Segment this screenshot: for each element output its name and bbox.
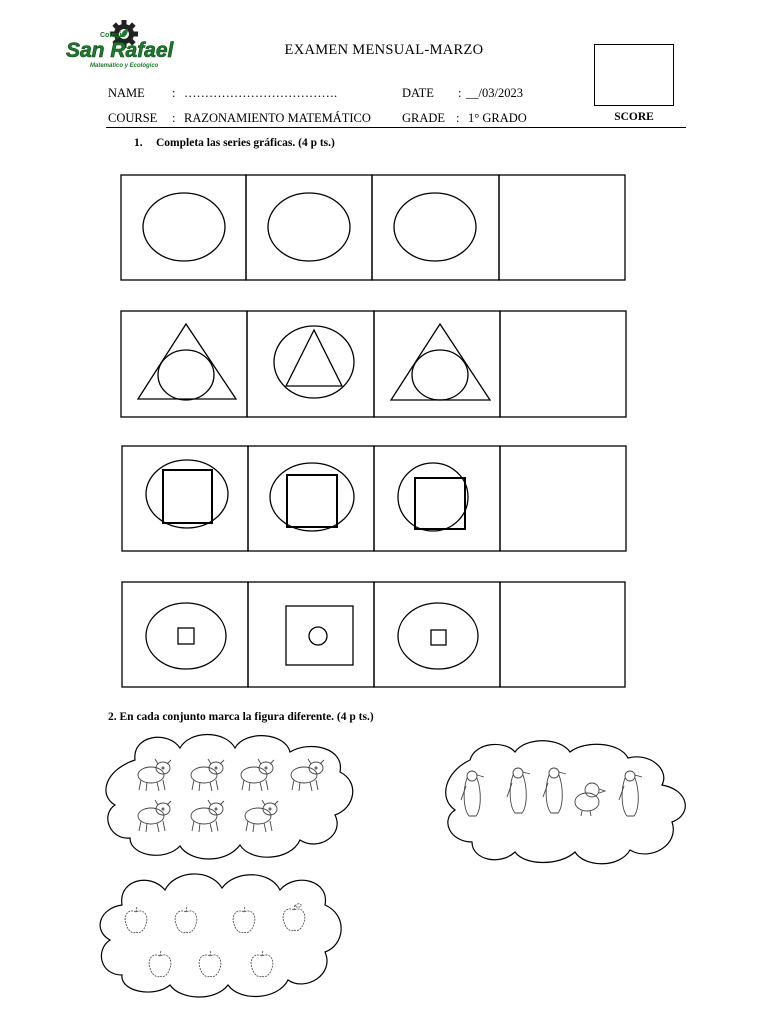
series-cell (246, 175, 372, 280)
score-label: SCORE (614, 111, 654, 123)
series-row-2 (121, 311, 626, 417)
set-cloud-penguins (446, 741, 686, 864)
ellipse-shape (158, 350, 214, 400)
square-shape (431, 630, 446, 645)
triangle-shape (138, 324, 236, 399)
series-cell (372, 175, 499, 280)
question1-text: Completa las series gráficas. (4 p ts.) (156, 137, 335, 149)
ellipse-shape (412, 350, 468, 400)
cloud-shape (100, 874, 341, 997)
ellipse-shape (274, 326, 354, 398)
date-separator: : (458, 86, 462, 100)
ellipse-shape (394, 193, 476, 261)
series-cell (374, 582, 500, 687)
answer-cell[interactable] (500, 582, 625, 687)
series-row-4 (122, 582, 625, 687)
name-field[interactable]: ………………………………. (184, 86, 338, 100)
series-row-3 (122, 446, 626, 551)
series-row-1 (121, 175, 625, 280)
cloud-shape (446, 741, 686, 864)
cloud-shape (106, 735, 353, 860)
course-separator: : (172, 111, 176, 125)
logo-school-name: San Rafael (66, 39, 174, 62)
square-shape (178, 628, 194, 644)
question1-number: 1. (134, 137, 143, 149)
date-field[interactable]: __/03/2023 (466, 86, 523, 100)
set-cloud-apples (100, 874, 341, 997)
set-cloud-dogs (106, 735, 353, 860)
ellipse-shape (143, 193, 225, 261)
square-shape (287, 475, 337, 527)
series-cell (122, 582, 248, 687)
grade-label: GRADE (402, 111, 446, 125)
logo-small-label: Colegio (100, 32, 126, 39)
answer-cell[interactable] (500, 446, 626, 551)
triangle-shape (391, 324, 490, 400)
name-separator: : (172, 86, 176, 100)
ellipse-shape (398, 603, 478, 669)
question2-text: 2. En cada conjunto marca la figura diferente. (4 p ts.) (108, 711, 374, 723)
triangle-shape (286, 330, 342, 386)
square-shape (286, 606, 353, 665)
date-label: DATE (402, 86, 434, 100)
grade-separator: : (456, 111, 460, 125)
answer-cell[interactable] (499, 175, 625, 280)
ellipse-shape (270, 463, 354, 531)
series-cell (247, 311, 374, 417)
series-cell (248, 446, 374, 551)
series-cell (122, 446, 248, 551)
name-label: NAME (108, 86, 145, 100)
series-cell (374, 446, 500, 551)
logo-tagline: Matemático y Ecológico (90, 63, 159, 69)
exam-title: EXAMEN MENSUAL-MARZO (284, 42, 484, 58)
circle-shape (309, 627, 327, 645)
square-shape (163, 470, 212, 523)
ellipse-shape (146, 603, 226, 669)
course-value: RAZONAMIENTO MATEMÁTICO (184, 111, 371, 125)
grade-value: 1° GRADO (468, 111, 527, 125)
course-label: COURSE (108, 111, 158, 125)
series-cell (374, 311, 500, 417)
answer-cell[interactable] (500, 311, 626, 417)
series-cell (121, 175, 246, 280)
ellipse-shape (398, 463, 468, 531)
ellipse-shape (268, 193, 350, 261)
series-cell (248, 582, 374, 687)
